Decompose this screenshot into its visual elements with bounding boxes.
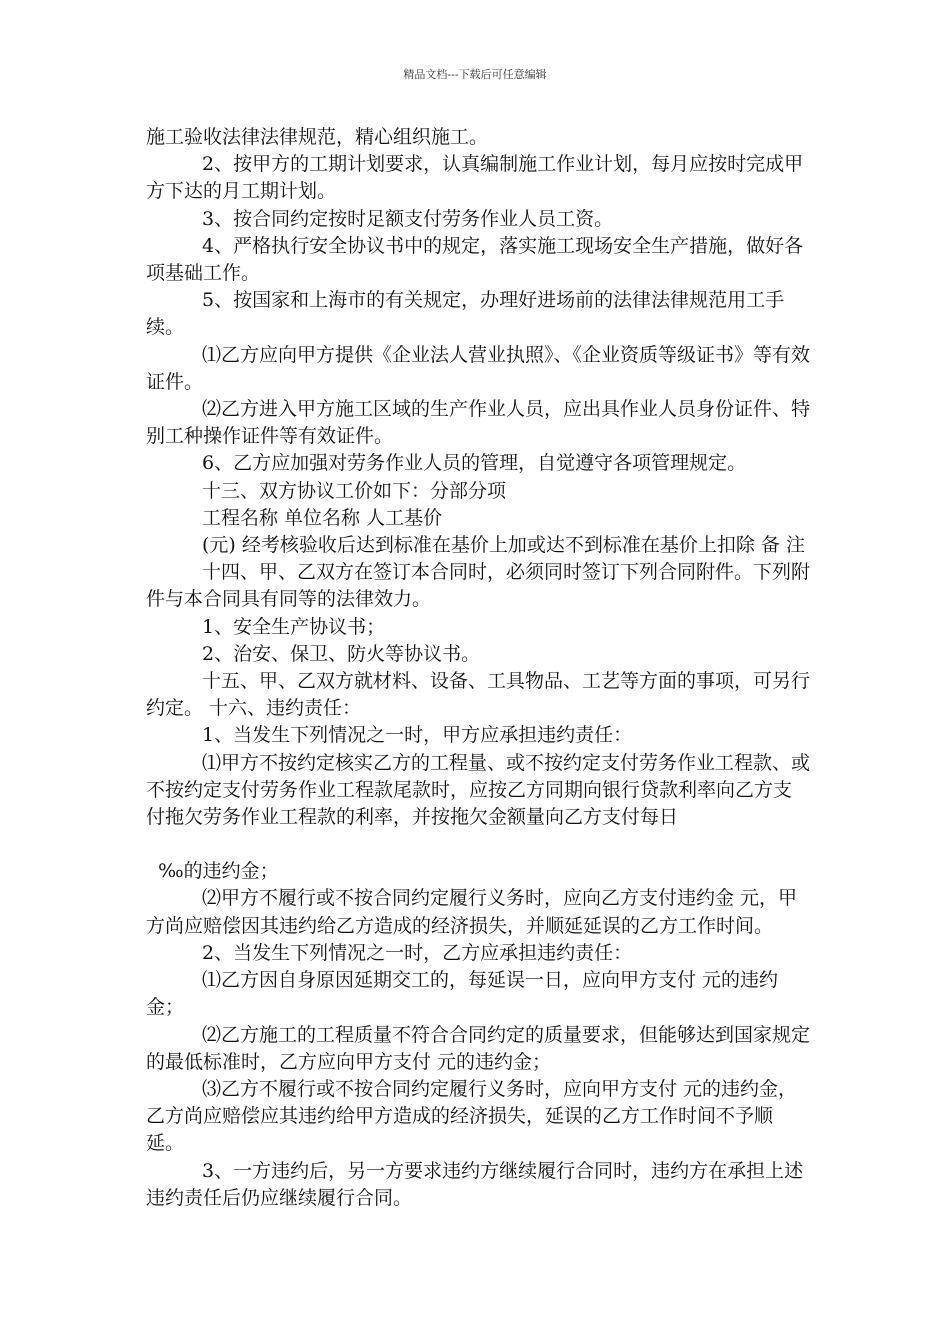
- paragraph: ⑵乙方进入甲方施工区域的生产作业人员，应出具作业人员身份证件、特别工种操作证件等有效证件。: [146, 398, 811, 448]
- paragraph: ⑶乙方不履行或不按合同约定履行义务时，应向甲方支付 元的违约金，乙方尚应赔偿应其违约给甲方造成的经济损失，延误的乙方工作时间不予顺延。: [146, 1077, 798, 1155]
- paragraph: 1、当发生下列情况之一时，甲方应承担违约责任：: [202, 724, 633, 747]
- paragraph: ⑵乙方施工的工程质量不符合合同约定的质量要求，但能够达到国家规定的最低标准时，乙方应向甲方支付 元的违约金；: [146, 1023, 811, 1073]
- paragraph: 工程名称 单位名称 人工基价: [202, 506, 443, 529]
- paragraph: ⑴乙方应向甲方提供《企业法人营业执照》、《企业资质等级证书》等有效证件。: [146, 343, 811, 393]
- header-note: 精品文档---下载后可任意编辑: [403, 68, 547, 81]
- document-body: [146, 124, 810, 1212]
- paragraph: 4、严格执行安全协议书中的规定，落实施工现场安全生产措施，做好各项基础工作。: [146, 234, 804, 285]
- paragraph: ⑴乙方因自身原因延期交工的，每延误一日，应向甲方支付 元的违约金；: [146, 969, 779, 1019]
- paragraph: ⑵甲方不履行或不按合同约定履行义务时，应向乙方支付违约金 元，甲方尚应赔偿因其违约给乙方造成的经济损失，并顺延延误的乙方工作时间。: [146, 887, 798, 937]
- paragraph: 3、按合同约定按时足额支付劳务作业人员工资。: [202, 207, 614, 230]
- paragraph: 3、一方违约后，另一方要求违约方继续履行合同时，违约方在承担上述违约责任后仍应继续履行合同。: [146, 1159, 804, 1209]
- paragraph: 2、治安、保卫、防火等协议书。: [202, 642, 481, 665]
- paragraph: 5、按国家和上海市的有关规定，办理好进场前的法律法律规范用工手续。: [146, 289, 785, 339]
- paragraph: 1、安全生产协议书；: [202, 615, 386, 638]
- paragraph: 施工验收法律法律规范，精心组织施工。: [146, 126, 489, 148]
- paragraph: ‰的违约金；: [146, 860, 279, 883]
- paragraph: 6、乙方应加强对劳务作业人员的管理，自觉遵守各项管理规定。: [202, 452, 747, 475]
- paragraph: ⑴甲方不按约定核实乙方的工程量、或不按约定支付劳务作业工程款、或不按约定支付劳务作业工程款尾款时，应按乙方同期向银行贷款利率向乙方支付拖欠劳务作业工程款的利率，并按拖欠金额量向乙方支付每日: [146, 751, 811, 829]
- paragraph-gap: [146, 831, 810, 858]
- paragraph: (元) 经考核验收后达到标准在基价上加或达不到标准在基价上扣除 备 注: [202, 534, 805, 557]
- paragraph: 2、当发生下列情况之一时，乙方应承担违约责任：: [202, 941, 633, 964]
- paragraph: 十三、双方协议工价如下：分部分项: [202, 479, 507, 502]
- paragraph: 十五、甲、乙双方就材料、设备、工具物品、工艺等方面的事项，可另行约定。 十六、违约责任：: [146, 670, 811, 720]
- paragraph: 十四、甲、乙双方在签订本合同时，必须同时签订下列合同附件。下列附件与本合同具有同等的法律效力。: [146, 561, 811, 611]
- paragraph: 2、按甲方的工期计划要求，认真编制施工作业计划，每月应按时完成甲方下达的月工期计划。: [146, 153, 804, 203]
